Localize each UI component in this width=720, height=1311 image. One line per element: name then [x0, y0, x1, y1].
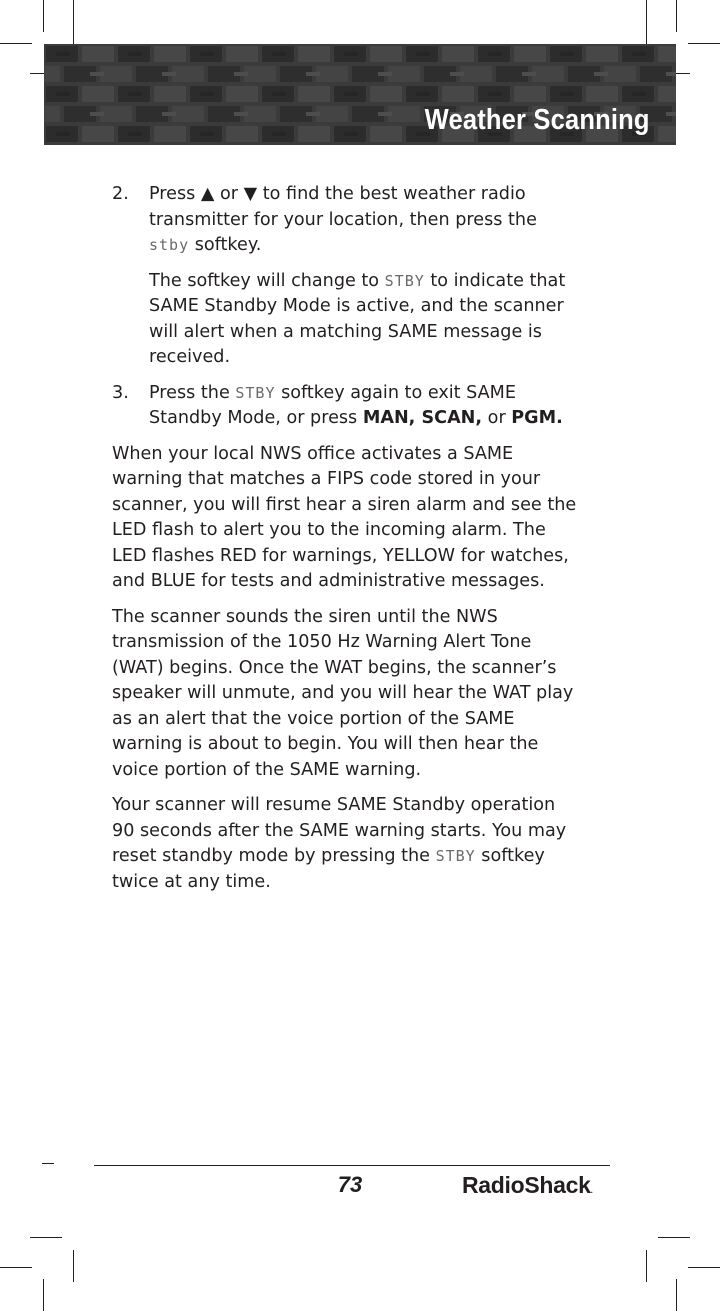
- text: or: [482, 408, 512, 428]
- main-content: [112, 182, 582, 905]
- text: softkey again to exit SAME Standby Mode, or press: [149, 382, 516, 428]
- stby-softkey-label: STBY: [235, 383, 276, 402]
- step-2: [112, 182, 582, 371]
- step-3: [112, 381, 582, 432]
- crop-mark: [688, 43, 720, 44]
- step-number: 3.: [112, 382, 129, 403]
- paragraph: When your local NWS office activates a SAME warning that matches a FIPS code stored in your scanner, you will first hear a siren alarm and see the LED flash to alert you to the incoming alarm. The LED flashes RED for warnings, YELLOW for watches, and BLUE for tests and administrative messages.: [112, 443, 577, 591]
- page-title: Weather Scanning: [425, 104, 650, 136]
- key-names: MAN, SCAN,: [362, 408, 483, 428]
- text: to indicate that SAME Standby Mode is active, and the scanner will alert when a matching SAME message is received.: [149, 270, 566, 367]
- crop-mark: [676, 1279, 677, 1311]
- crop-mark: [73, 1250, 74, 1282]
- text: Press the: [149, 382, 236, 403]
- brand-dot: .: [590, 1186, 593, 1195]
- paragraph: The scanner sounds the siren until the NWS transmission of the 1050 Hz Warning Alert Tone (WAT) begins. Once the WAT begins, the scanner’s speaker will unmute, and you will hear the WAT play as an alert that the voice portion of the SAME warning is about to begin. You will then hear the voice portion of the SAME warning.: [112, 606, 574, 780]
- text: Your scanner will resume SAME Standby operation 90 seconds after the SAME warning starts. You may reset standby mode by pressing the: [112, 795, 567, 866]
- stby-softkey-label: STBY: [435, 847, 476, 865]
- crop-mark: [43, 0, 44, 32]
- crop-mark: [646, 1250, 647, 1282]
- stby-softkey-label: STBY: [384, 271, 425, 290]
- crop-mark: [658, 1237, 690, 1238]
- brand-name: RadioShack: [462, 1172, 591, 1198]
- crop-mark: [0, 43, 32, 44]
- footer-rule: [94, 1165, 610, 1166]
- crop-mark: [43, 1279, 44, 1311]
- key-names: PGM.: [511, 408, 563, 428]
- paragraph: [112, 793, 582, 895]
- crop-mark: [30, 1237, 62, 1238]
- step-text: [149, 381, 582, 432]
- footer-mark: [42, 1163, 54, 1164]
- stby-softkey-label: stby: [149, 236, 190, 254]
- text: The softkey will change to: [149, 270, 385, 291]
- crop-mark: [688, 1267, 720, 1268]
- crop-mark: [676, 0, 677, 32]
- text: softkey twice at any time.: [112, 846, 545, 892]
- text: Press ▲ or ▼ to find the best weather radio transmitter for your location, then press the: [149, 184, 537, 230]
- step-number: 2.: [112, 184, 129, 204]
- step-text: [149, 182, 582, 259]
- crop-mark: [0, 1267, 32, 1268]
- step-text: [149, 269, 582, 371]
- page-number: 73: [337, 1172, 363, 1197]
- brand-logo: [462, 1172, 593, 1199]
- text: softkey.: [189, 235, 262, 255]
